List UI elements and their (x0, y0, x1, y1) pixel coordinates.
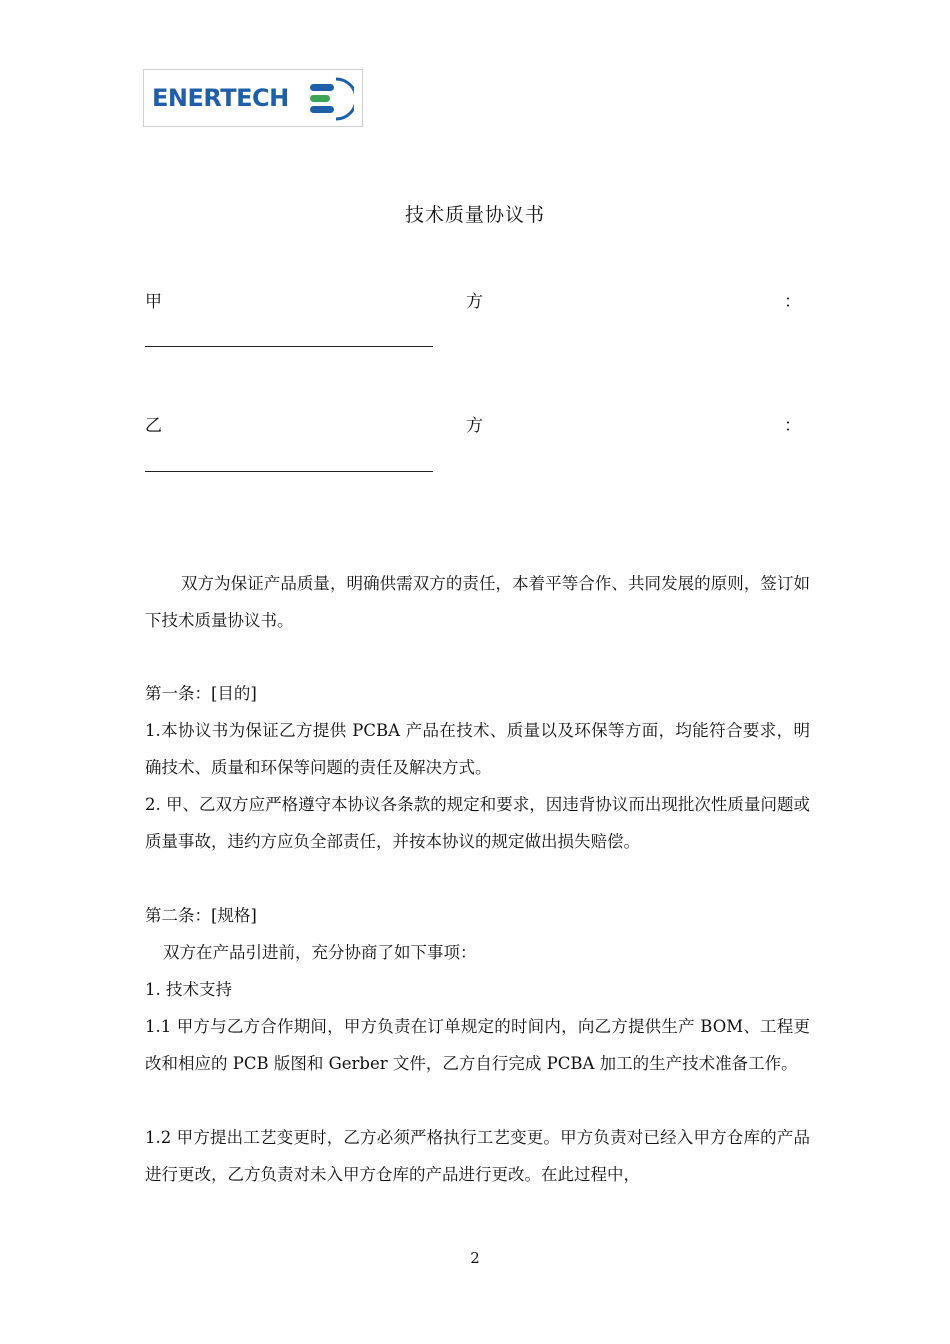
party-a-side: 方 (466, 292, 483, 312)
party-a-colon: ： (784, 292, 801, 312)
party-b-side: 方 (466, 416, 483, 436)
party-a-blank-line (145, 346, 433, 347)
document-title: 技术质量协议书 (404, 204, 545, 226)
enertech-e-logo-icon (306, 75, 354, 123)
company-logo (143, 69, 363, 127)
article-2-item-1-2: 1.2 甲方提出工艺变更时，乙方必须严格执行工艺变更。甲方负责对已经入甲方仓库的产品进行更改，乙方负责对未入甲方仓库的产品进行更改。在此过程中， (145, 1128, 810, 1184)
article-2-heading: 第二条：[规格] (145, 906, 257, 925)
party-b-colon: ： (784, 416, 801, 436)
party-a-label: 甲 (145, 292, 162, 312)
article-2-lead: 双方在产品引进前，充分协商了如下事项： (163, 943, 477, 962)
article-1-item-2: 2. 甲、乙双方应严格遵守本协议各条款的规定和要求，因违背协议而出现批次性质量问题或质量事故，违约方应负全部责任，并按本协议的规定做出损失赔偿。 (145, 795, 810, 851)
logo-wordmark: ENERTECH (152, 84, 289, 112)
article-1-item-1: 1.本协议书为保证乙方提供 PCBA 产品在技术、质量以及环保等方面，均能符合要求，明确技术、质量和环保等问题的责任及解决方式。 (145, 721, 810, 777)
article-2-subheading-1: 1. 技术支持 (145, 980, 232, 999)
intro-paragraph: 双方为保证产品质量，明确供需双方的责任，本着平等合作、共同发展的原则，签订如下技术质量协议书。 (145, 574, 810, 630)
party-b-blank-line (145, 471, 433, 472)
article-1-heading: 第一条：[目的] (145, 684, 257, 703)
party-b-label: 乙 (145, 416, 162, 436)
article-2-item-1-1: 1.1 甲方与乙方合作期间，甲方负责在订单规定的时间内，向乙方提供生产 BOM、工程更改和相应的 PCB 版图和 Gerber 文件，乙方自行完成 PCBA 加工的生产技术准备工作。 (145, 1017, 810, 1073)
page-number: 2 (470, 1249, 480, 1267)
